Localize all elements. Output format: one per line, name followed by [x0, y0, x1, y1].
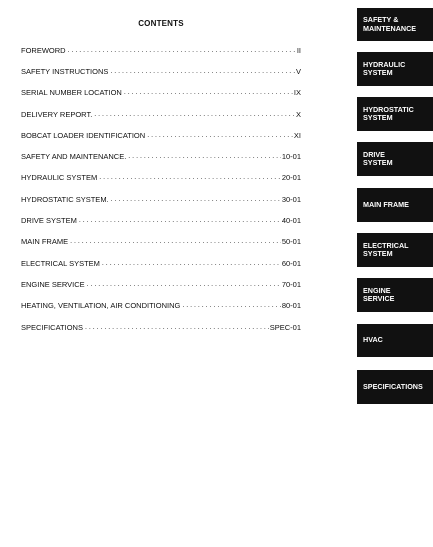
dot-leader — [147, 132, 293, 140]
toc-entry-label: ENGINE SERVICE — [21, 279, 85, 289]
dot-leader — [94, 111, 295, 119]
dot-leader — [70, 238, 281, 246]
toc-entry-safety-and-maintenance[interactable] — [21, 146, 301, 167]
toc-entry-hydraulic-system[interactable] — [21, 168, 301, 189]
tab-electrical-system[interactable]: ELECTRICAL SYSTEM — [357, 233, 433, 267]
toc-entry-page: XI — [293, 130, 301, 140]
toc-entry-label: HEATING, VENTILATION, AIR CONDITIONING — [21, 301, 181, 311]
toc-entry-page: 80-01 — [281, 301, 301, 311]
toc-entry-page: 50-01 — [281, 237, 301, 247]
toc-entry-delivery-report[interactable] — [21, 104, 301, 125]
toc-entry-safety-instructions[interactable] — [21, 61, 301, 82]
toc-entry-label: FOREWORD — [21, 45, 66, 55]
toc-entry-engine-service[interactable] — [21, 274, 301, 295]
toc-entry-label: SAFETY INSTRUCTIONS — [21, 66, 109, 76]
toc-entry-serial-number-location[interactable] — [21, 83, 301, 104]
toc-entry-bobcat-loader-identification[interactable] — [21, 125, 301, 146]
tab-drive-system[interactable]: DRIVE SYSTEM — [357, 142, 433, 176]
toc-entry-page: 30-01 — [281, 194, 301, 204]
toc-entry-page: SPEC-01 — [269, 322, 301, 332]
toc-entry-page: 20-01 — [281, 173, 301, 183]
dot-leader — [79, 217, 281, 225]
toc-entry-label: DELIVERY REPORT. — [21, 109, 93, 119]
toc-entry-label: MAIN FRAME — [21, 237, 69, 247]
toc-entry-page: IX — [293, 88, 301, 98]
tab-main-frame[interactable]: MAIN FRAME — [357, 188, 433, 222]
tab-hydraulic-system[interactable]: HYDRAULIC SYSTEM — [357, 52, 433, 86]
toc-entry-drive-system[interactable] — [21, 210, 301, 231]
tab-safety-maintenance[interactable]: SAFETY & MAINTENANCE — [357, 8, 433, 41]
toc-entry-page: X — [295, 109, 301, 119]
dot-leader — [99, 174, 281, 182]
toc-entry-foreword[interactable] — [21, 40, 301, 61]
tab-hydrostatic-system[interactable]: HYDROSTATIC SYSTEM — [357, 97, 433, 131]
dot-leader — [68, 47, 296, 55]
tab-specifications[interactable]: SPECIFICATIONS — [357, 370, 433, 404]
toc-entry-label: HYDROSTATIC SYSTEM. — [21, 194, 109, 204]
dot-leader — [85, 324, 269, 332]
toc-entry-label: BOBCAT LOADER IDENTIFICATION — [21, 130, 146, 140]
toc-entry-page: 10-01 — [281, 152, 301, 162]
dot-leader — [110, 68, 295, 76]
toc-entry-main-frame[interactable] — [21, 232, 301, 253]
toc-entry-label: SPECIFICATIONS — [21, 322, 83, 332]
page-title: CONTENTS — [138, 19, 184, 28]
dot-leader — [87, 281, 281, 289]
toc-entry-label: ELECTRICAL SYSTEM — [21, 258, 100, 268]
toc-entry-label: SERIAL NUMBER LOCATION — [21, 88, 122, 98]
toc-entry-hydrostatic-system[interactable] — [21, 189, 301, 210]
tab-hvac[interactable]: HVAC — [357, 324, 433, 357]
toc-entry-page: V — [295, 66, 301, 76]
toc-entry-specifications[interactable] — [21, 317, 301, 338]
dot-leader — [102, 260, 281, 268]
toc-entry-hvac[interactable] — [21, 296, 301, 317]
toc-entry-electrical-system[interactable] — [21, 253, 301, 274]
dot-leader — [124, 89, 293, 97]
toc-entry-label: DRIVE SYSTEM — [21, 216, 77, 226]
toc-entry-page: 60-01 — [281, 258, 301, 268]
toc-entry-page: II — [296, 45, 301, 55]
dot-leader — [111, 196, 281, 204]
toc-list — [21, 40, 301, 338]
tab-engine-service[interactable]: ENGINE SERVICE — [357, 278, 433, 312]
toc-entry-page: 40-01 — [281, 216, 301, 226]
toc-entry-label: SAFETY AND MAINTENANCE. — [21, 152, 127, 162]
dot-leader — [182, 302, 280, 310]
section-tabs — [357, 0, 433, 547]
dot-leader — [128, 153, 281, 161]
toc-entry-label: HYDRAULIC SYSTEM — [21, 173, 98, 183]
toc-entry-page: 70-01 — [281, 279, 301, 289]
